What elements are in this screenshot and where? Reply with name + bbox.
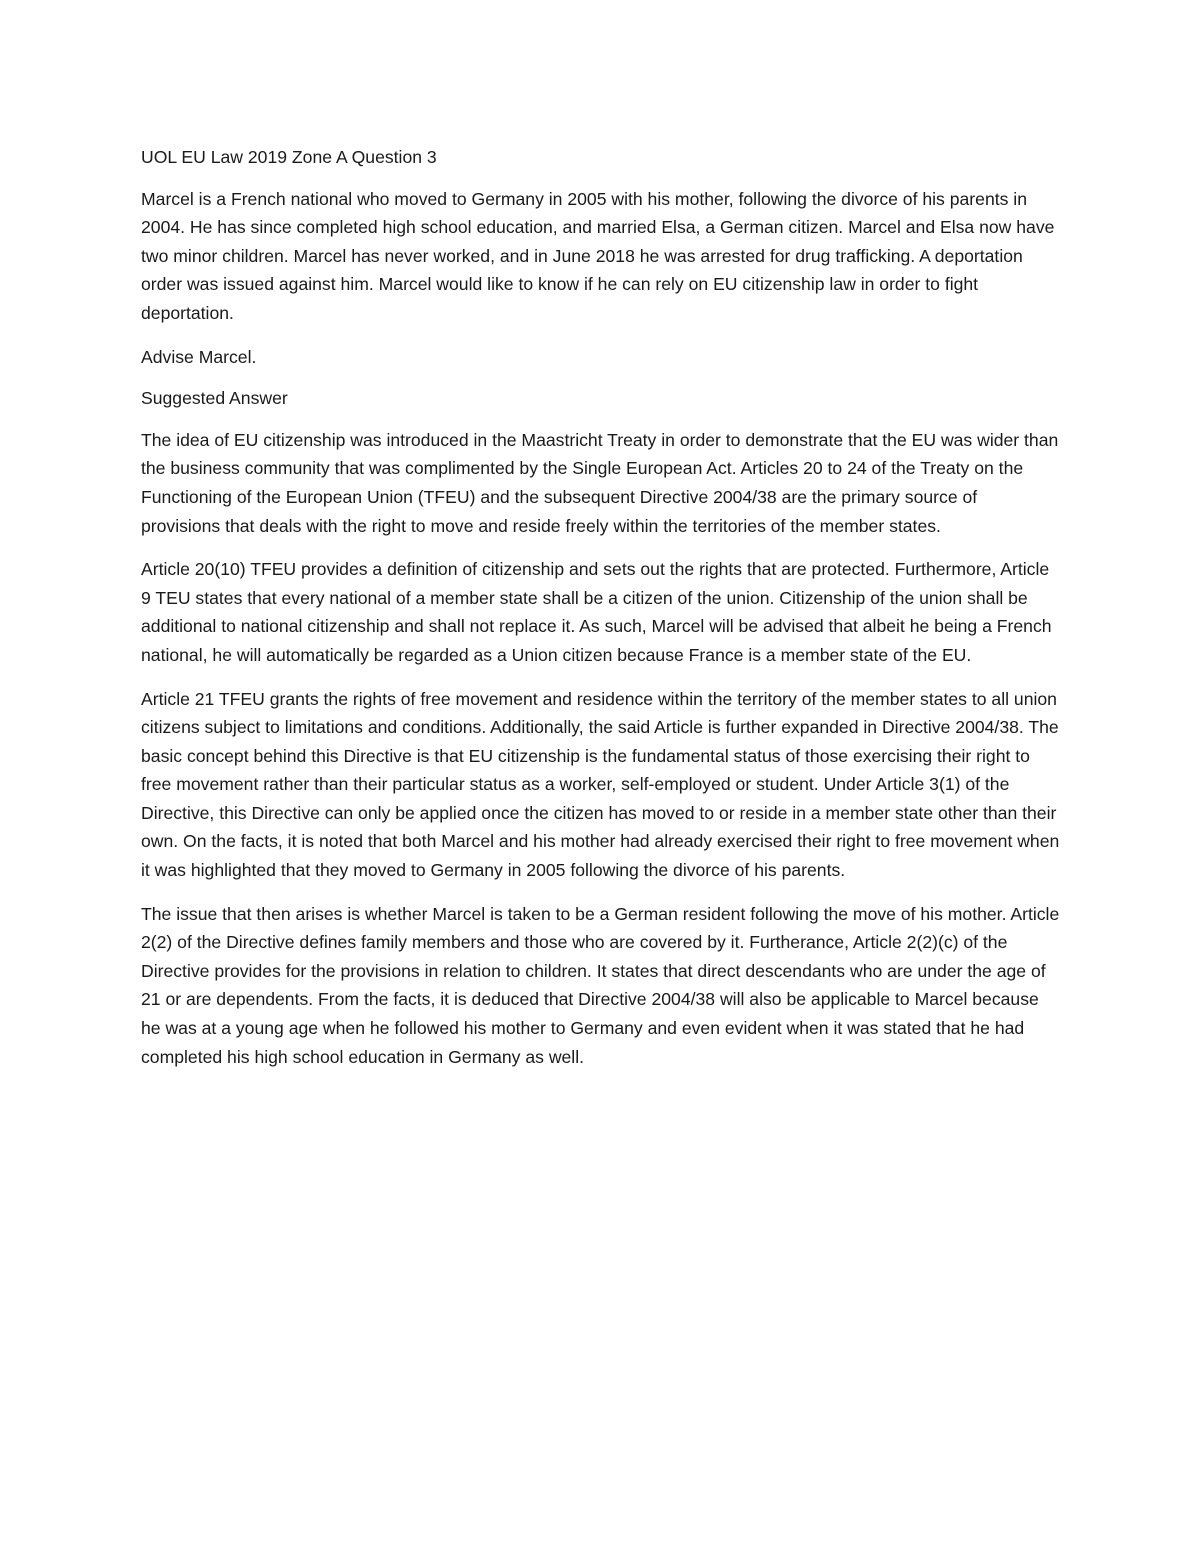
instruction-line: Advise Marcel.	[141, 346, 257, 367]
answer-heading: Suggested Answer	[141, 388, 288, 409]
answer-paragraph-4: The issue that then arises is whether Marcel is taken to be a German resident following the move of his mother. Article 2(2) of the Directive defines family members and those who are covered by it. Furtherance, Article 2(2)(c) of the Directive provides for the provisions in relation to children. It states that direct descendants who are under the age of 21 or are dependents. From the facts, it is deduced that Directive 2004/38 will also be applicable to Marcel because he was at a young age when he followed his mother to Germany and even evident when it was stated that he had completed his high school education in Germany as well.	[141, 903, 1060, 1067]
answer-paragraph-2: Article 20(10) TFEU provides a definition of citizenship and sets out the rights that are protected. Furthermore, Article 9 TEU states that every national of a member state shall be a citizen of the union. Citizenship of the union shall be additional to national citizenship and shall not replace it. As such, Marcel will be advised that albeit he being a French national, he will automatically be regarded as a Union citizen because France is a member state of the EU.	[141, 559, 1052, 665]
question-paragraph: Marcel is a French national who moved to Germany in 2005 with his mother, following the divorce of his parents in 2004. He has since completed high school education, and married Elsa, a German citizen. Marcel and Elsa now have two minor children. Marcel has never worked, and in June 2018 he was arrested for drug trafficking. A deportation order was issued against him. Marcel would like to know if he can rely on EU citizenship law in order to fight deportation.	[141, 188, 1055, 323]
document-body	[141, 143, 1061, 1086]
answer-paragraph-1: The idea of EU citizenship was introduced in the Maastricht Treaty in order to demonstrate that the EU was wider than the business community that was complimented by the Single European Act. Articles 20 to 24 of the Treaty on the Functioning of the European Union (TFEU) and the subsequent Directive 2004/38 are the primary source of provisions that deals with the right to move and reside freely within the territories of the member states.	[141, 429, 1059, 536]
answer-paragraph-3: Article 21 TFEU grants the rights of free movement and residence within the territory of the member states to all union citizens subject to limitations and conditions. Additionally, the said Article is further expanded in Directive 2004/38. The basic concept behind this Directive is that EU citizenship is the fundamental status of those exercising their right to free movement rather than their particular status as a worker, self-employed or student. Under Article 3(1) of the Directive, this Directive can only be applied once the citizen has moved to or reside in a member state other than their own. On the facts, it is noted that both Marcel and his mother had already exercised their right to free movement when it was highlighted that they moved to Germany in 2005 following the divorce of his parents.	[141, 688, 1060, 881]
document-title: UOL EU Law 2019 Zone A Question 3	[141, 147, 437, 167]
